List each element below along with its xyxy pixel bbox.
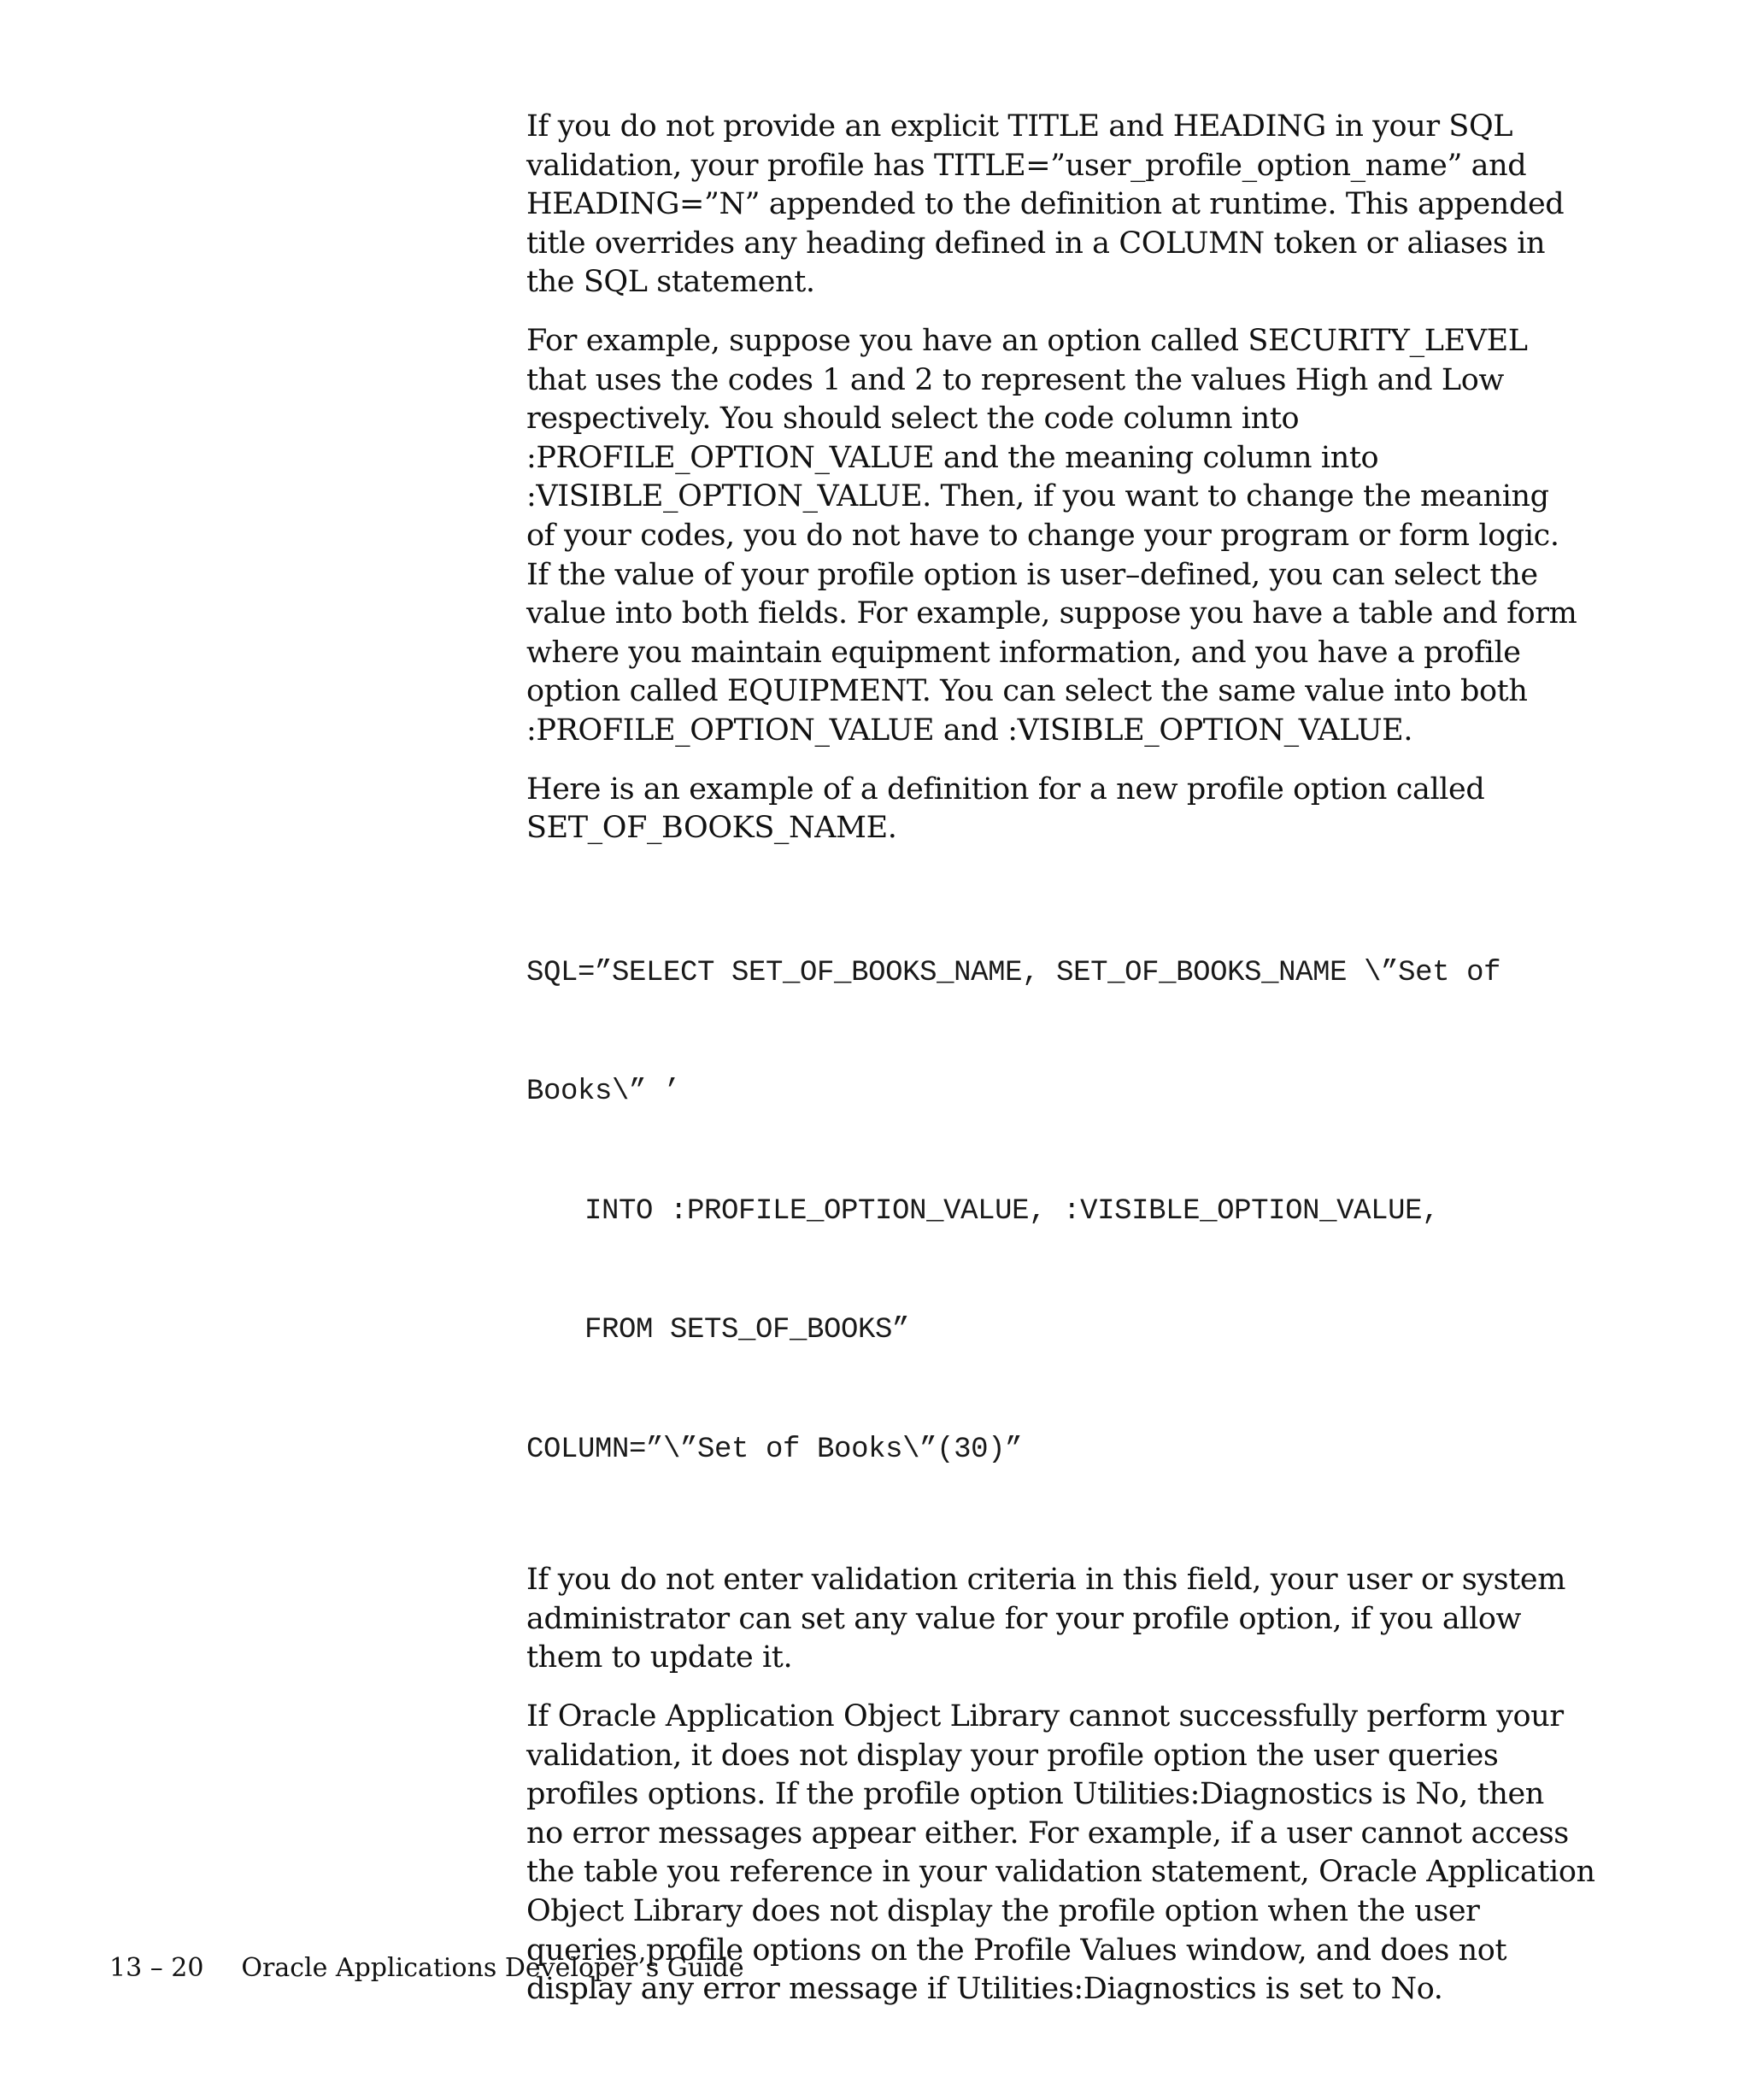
text-line: administrator can set any value for your profile option, if you allow <box>526 1601 1522 1636</box>
text-line: of your codes, you do not have to change your program or form logic. <box>526 518 1559 553</box>
page-number: 13 – 20 <box>109 1953 204 1983</box>
text-line: :PROFILE_OPTION_VALUE and :VISIBLE_OPTION_VALUE. <box>526 713 1413 748</box>
page-footer <box>109 1953 744 1984</box>
text-line: that uses the codes 1 and 2 to represent the values High and Low <box>526 362 1504 397</box>
text-line: where you maintain equipment information, and you have a profile <box>526 635 1521 670</box>
text-line: respectively. You should select the code column into <box>526 402 1300 437</box>
text-line: SET_OF_BOOKS_NAME. <box>526 811 897 846</box>
code-line: Books\” ’ <box>526 1076 681 1109</box>
paragraph-title-heading <box>526 108 1565 302</box>
text-line: option called EQUIPMENT. You can select the same value into both <box>526 674 1528 709</box>
text-line: queries profile options on the Profile Values window, and does not <box>526 1933 1507 1968</box>
code-line: COLUMN=”\”Set of Books\”(30)” <box>526 1433 1023 1466</box>
text-line: If you do not provide an explicit TITLE and HEADING in your SQL <box>526 109 1513 144</box>
text-line: HEADING=”N” appended to the definition at runtime. This appended <box>526 187 1565 222</box>
text-line: If Oracle Application Object Library cannot successfully perform your <box>526 1698 1564 1733</box>
text-line: no error messages appear either. For example, if a user cannot access <box>526 1816 1569 1851</box>
code-line: SQL=”SELECT SET_OF_BOOKS_NAME, SET_OF_BOOKS_NAME \”Set of <box>526 956 1501 989</box>
text-line: :VISIBLE_OPTION_VALUE. Then, if you want to change the meaning <box>526 479 1549 514</box>
text-line: If you do not enter validation criteria in this field, your user or system <box>526 1563 1565 1598</box>
paragraph-example-intro <box>526 771 1565 848</box>
paragraph-no-validation <box>526 1561 1565 1678</box>
text-line: the SQL statement. <box>526 265 815 300</box>
text-line: Here is an example of a definition for a new profile option called <box>526 771 1485 807</box>
text-line: :PROFILE_OPTION_VALUE and the meaning column into <box>526 440 1379 475</box>
text-line: profiles options. If the profile option Utilities:Diagnostics is No, then <box>526 1777 1544 1812</box>
body-text <box>526 108 1595 2029</box>
text-line: display any error message if Utilities:Diagnostics is set to No. <box>526 1972 1443 2007</box>
text-line: the table you reference in your validation statement, Oracle Application <box>526 1855 1595 1890</box>
code-example <box>526 874 1565 1550</box>
text-line: validation, your profile has TITLE=”user_profile_option_name” and <box>526 148 1527 183</box>
text-line: them to update it. <box>526 1640 793 1675</box>
code-line: FROM SETS_OF_BOOKS” <box>584 1314 910 1347</box>
text-line: Object Library does not display the profile option when the user <box>526 1893 1480 1928</box>
code-line: INTO :PROFILE_OPTION_VALUE, :VISIBLE_OPTION_VALUE, <box>584 1194 1440 1228</box>
book-title: Oracle Applications Developer’s Guide <box>241 1953 744 1983</box>
text-line: title overrides any heading defined in a COLUMN token or aliases in <box>526 226 1546 261</box>
text-line: For example, suppose you have an option called SECURITY_LEVEL <box>526 323 1528 358</box>
text-line: validation, it does not display your profile option the user queries <box>526 1738 1499 1773</box>
paragraph-security-level-example <box>526 322 1577 751</box>
text-line: value into both fields. For example, suppose you have a table and form <box>526 596 1577 631</box>
text-line: If the value of your profile option is user–defined, you can select the <box>526 557 1538 592</box>
